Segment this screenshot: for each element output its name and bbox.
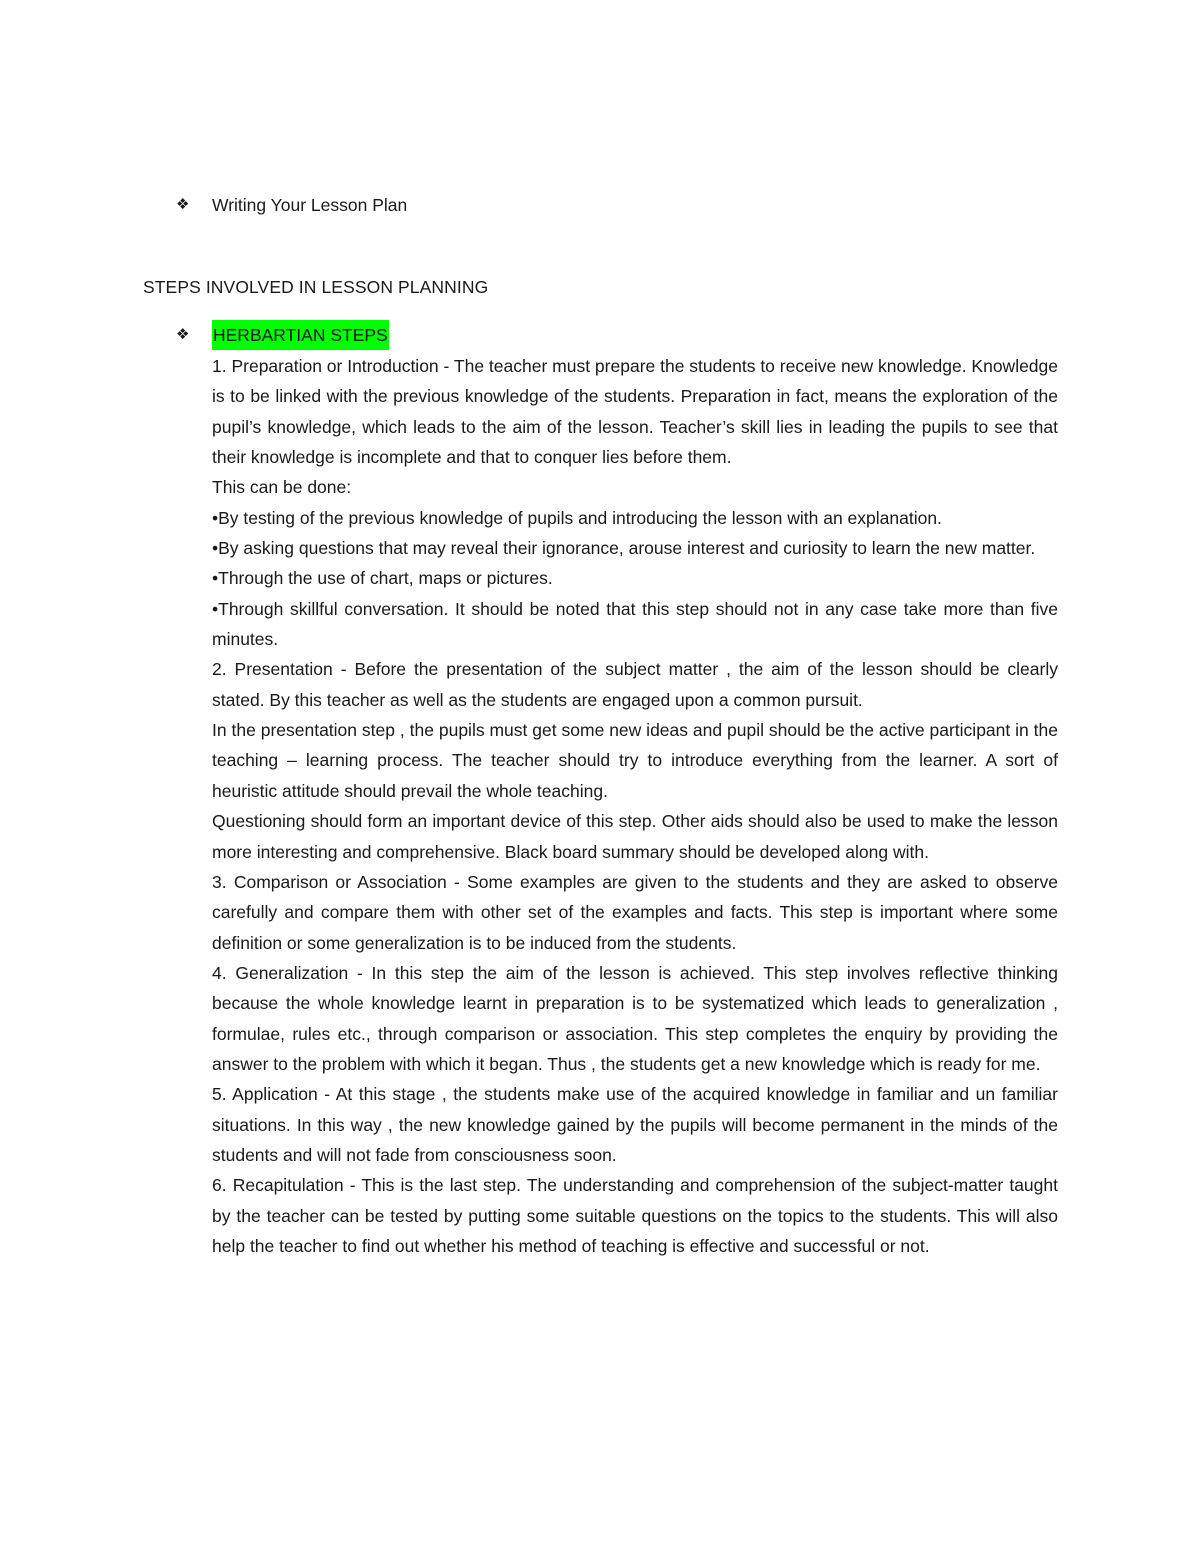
diamond-bullet-icon: ❖ bbox=[176, 326, 190, 343]
paragraph-preparation: 1. Preparation or Introduction - The teacher must prepare the students to receive new knowledge. Knowledge is to be linked with the previous knowledge of the students. Preparation in fact, means the exploration of the pupil’s knowledge, which leads to the aim of the lesson. Teacher’s skill lies in leading the pupils to see that their knowledge is incomplete and that to conquer lies before them. bbox=[212, 356, 1059, 468]
list-item: •By asking questions that may reveal their ignorance, arouse interest and curiosity to learn the new matter. bbox=[212, 538, 1036, 559]
paragraph-generalization: 4. Generalization - In this step the aim of the lesson is achieved. This step involves reflective thinking because the whole knowledge learnt in preparation is to be systematized which leads to generalization , formulae, rules etc., through comparison or association. This step completes the enquiry by providing the answer to the problem with which it began. Thus , the students get a new knowledge which is ready for me. bbox=[212, 962, 1058, 1074]
subsection-line bbox=[176, 320, 389, 350]
diamond-bullet-icon: ❖ bbox=[176, 196, 190, 213]
section-heading: STEPS INVOLVED IN LESSON PLANNING bbox=[143, 277, 489, 297]
paragraph-comparison: 3. Comparison or Association - Some examples are given to the students and they are asked to observe carefully and compare them with other set of the examples and facts. This step is important where some definition or some generalization is to be induced from the students. bbox=[212, 871, 1058, 953]
paragraph-this-can-be-done: This can be done: bbox=[212, 477, 352, 498]
subsection-heading: HERBARTIAN STEPS bbox=[212, 320, 389, 350]
paragraph-recapitulation: 6. Recapitulation - This is the last step. The understanding and comprehension of the subject-matter taught by the teacher can be tested by putting some suitable questions on the topics to the students. This will also help the teacher to find out whether his method of teaching is effective and successful or not. bbox=[212, 1175, 1058, 1256]
paragraph-questioning: Questioning should form an important device of this step. Other aids should also be used to make the lesson more interesting and comprehensive. Black board summary should be developed along with. bbox=[212, 811, 1058, 862]
list-item: •Through skillful conversation. It should be noted that this step should not in any case take more than five minutes. bbox=[212, 598, 1058, 650]
list-item: •Through the use of chart, maps or pictures. bbox=[212, 568, 553, 589]
paragraph-presentation-step: In the presentation step , the pupils must get some new ideas and pupil should be the active participant in the teaching – learning process. The teacher should try to introduce everything from the learner. A sort of heuristic attitude should prevail the whole teaching. bbox=[212, 720, 1058, 801]
document-title: Writing Your Lesson Plan bbox=[212, 195, 408, 215]
document-body bbox=[212, 351, 1058, 1261]
list-item: •By testing of the previous knowledge of pupils and introducing the lesson with an explanation. bbox=[212, 507, 942, 528]
paragraph-application: 5. Application - At this stage , the students make use of the acquired knowledge in familiar and un familiar situations. In this way , the new knowledge gained by the pupils will become permanent in the minds of the students and will not fade from consciousness soon. bbox=[212, 1084, 1058, 1165]
paragraph-presentation: 2. Presentation - Before the presentation of the subject matter , the aim of the lesson should be clearly stated. By this teacher as well as the students are engaged upon a common pursuit. bbox=[212, 659, 1058, 710]
title-line bbox=[176, 190, 407, 220]
